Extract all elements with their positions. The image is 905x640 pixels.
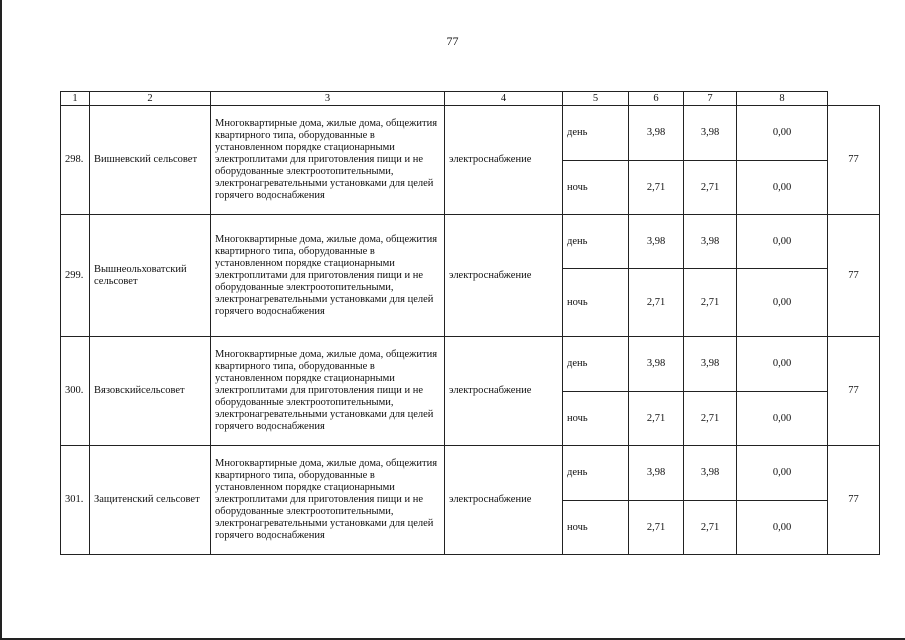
row-number: 300. <box>61 337 90 446</box>
tariff-col5: 3,98 <box>629 337 684 392</box>
period-night: ночь <box>563 501 629 555</box>
tariff-col5: 3,98 <box>629 446 684 501</box>
column-header: 6 <box>629 92 684 106</box>
settlement-name: Защитенский сельсовет <box>90 446 211 555</box>
tariff-col7: 0,00 <box>737 215 828 269</box>
consumer-category: Многоквартирные дома, жилые дома, общежития квартирного типа, оборудованные в установленном порядке стационарными электроплитами для приготовления пищи и не оборудованные электроотопительными, электронагревательными установками для целей горячего водоснабжения <box>211 446 445 555</box>
service-type: электроснабжение <box>445 337 563 446</box>
row-number: 298. <box>61 106 90 215</box>
row-number: 301. <box>61 446 90 555</box>
column-header: 2 <box>90 92 211 106</box>
value-col8: 77 <box>828 446 880 555</box>
column-header: 8 <box>737 92 828 106</box>
table-row <box>61 446 880 501</box>
settlement-name: Вышнеольховатский сельсовет <box>90 215 211 337</box>
period-day: день <box>563 446 629 501</box>
tariff-col6: 3,98 <box>684 337 737 392</box>
tariff-col5: 2,71 <box>629 501 684 555</box>
table-row <box>61 106 880 161</box>
table-header-row <box>61 92 880 106</box>
period-day: день <box>563 215 629 269</box>
tariff-col6: 3,98 <box>684 215 737 269</box>
tariff-col7: 0,00 <box>737 501 828 555</box>
tariff-col6: 3,98 <box>684 106 737 161</box>
period-day: день <box>563 106 629 161</box>
tariff-col7: 0,00 <box>737 446 828 501</box>
settlement-name: Вишневский сельсовет <box>90 106 211 215</box>
period-day: день <box>563 337 629 392</box>
value-col8: 77 <box>828 106 880 215</box>
tariff-col7: 0,00 <box>737 106 828 161</box>
tariff-col6: 2,71 <box>684 501 737 555</box>
tariff-col5: 2,71 <box>629 269 684 337</box>
service-type: электроснабжение <box>445 215 563 337</box>
period-night: ночь <box>563 269 629 337</box>
tariff-col5: 3,98 <box>629 106 684 161</box>
table-row <box>61 337 880 392</box>
row-number: 299. <box>61 215 90 337</box>
page-frame-left <box>0 0 2 640</box>
table-row <box>61 215 880 269</box>
column-header: 4 <box>445 92 563 106</box>
consumer-category: Многоквартирные дома, жилые дома, общежития квартирного типа, оборудованные в установленном порядке стационарными электроплитами для приготовления пищи и не оборудованные электроотопительными, электронагревательными установками для целей горячего водоснабжения <box>211 215 445 337</box>
tariff-col7: 0,00 <box>737 337 828 392</box>
value-col8: 77 <box>828 337 880 446</box>
period-night: ночь <box>563 392 629 446</box>
tariff-col5: 2,71 <box>629 392 684 446</box>
column-header: 1 <box>61 92 90 106</box>
tariff-col7: 0,00 <box>737 392 828 446</box>
consumer-category: Многоквартирные дома, жилые дома, общежития квартирного типа, оборудованные в установленном порядке стационарными электроплитами для приготовления пищи и не оборудованные электроотопительными, электронагревательными установками для целей горячего водоснабжения <box>211 337 445 446</box>
tariff-col5: 2,71 <box>629 161 684 215</box>
service-type: электроснабжение <box>445 446 563 555</box>
value-col8: 77 <box>828 215 880 337</box>
column-header: 7 <box>684 92 737 106</box>
page-number: 77 <box>446 34 459 48</box>
consumer-category: Многоквартирные дома, жилые дома, общежития квартирного типа, оборудованные в установленном порядке стационарными электроплитами для приготовления пищи и не оборудованные электроотопительными, электронагревательными установками для целей горячего водоснабжения <box>211 106 445 215</box>
column-header: 5 <box>563 92 629 106</box>
service-type: электроснабжение <box>445 106 563 215</box>
tariff-col6: 2,71 <box>684 269 737 337</box>
tariff-table <box>60 91 880 555</box>
tariff-col6: 2,71 <box>684 161 737 215</box>
column-header: 3 <box>211 92 445 106</box>
tariff-col6: 2,71 <box>684 392 737 446</box>
settlement-name: Вязовскийсельсовет <box>90 337 211 446</box>
tariff-col7: 0,00 <box>737 269 828 337</box>
tariff-col7: 0,00 <box>737 161 828 215</box>
tariff-col6: 3,98 <box>684 446 737 501</box>
period-night: ночь <box>563 161 629 215</box>
tariff-col5: 3,98 <box>629 215 684 269</box>
